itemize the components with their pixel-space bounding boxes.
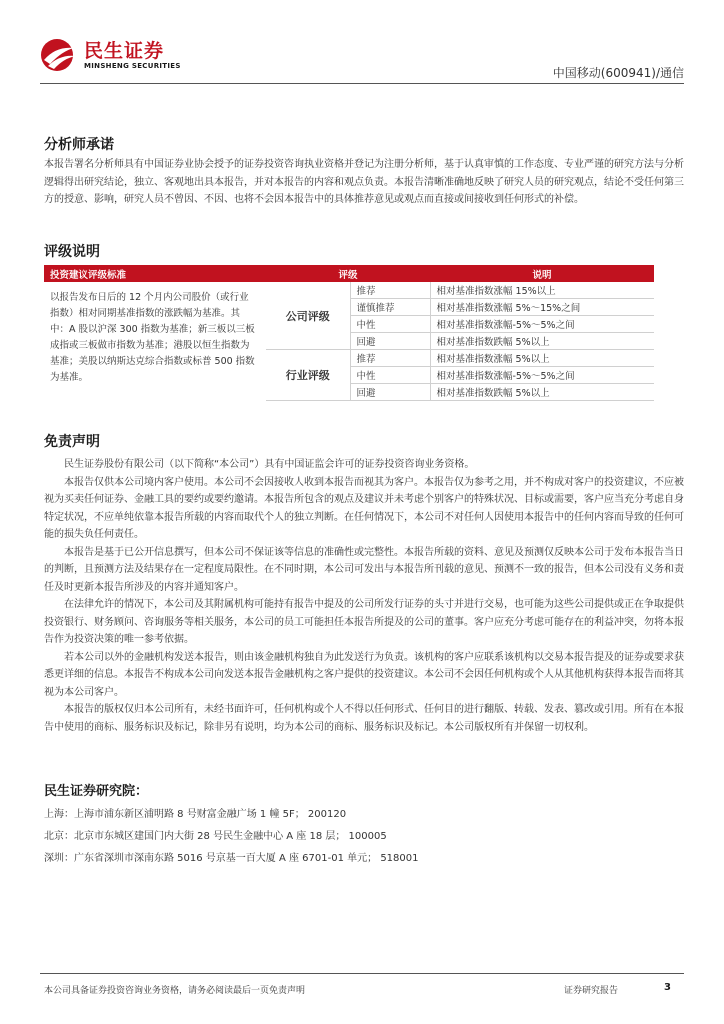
table-row: [44, 282, 654, 299]
disclaimer-paragraph: 本报告仅供本公司境内客户使用。本公司不会因接收人收到本报告而视其为客户。本报告仅为参考之用，并不构成对客户的投资建议，不应被视为买卖任何证券、金融工具的要约或要约邀请。本报告所包含的观点及建议并未考虑个别客户的特殊状况、目标或需要，客户应当充分考虑自身特定状况，不应单纯依靠本报告所载的内容而取代个人的独立判断。在任何情况下，本公司不对任何人因使用本报告中的任何内容而导致的任何可能的损失负任何责任。: [44, 476, 684, 540]
rating-level: 谨慎推荐: [350, 299, 430, 316]
page-number: 3: [664, 982, 671, 993]
rating-level: 中性: [350, 316, 430, 333]
industry-rating-label: 行业评级: [266, 350, 350, 401]
rating-explain: 相对基准指数涨幅-5%～5%之间: [430, 367, 654, 384]
rating-level: 回避: [350, 333, 430, 350]
rating-description: 以报告发布日后的 12 个月内公司股价（或行业指数）相对同期基准指数的涨跌幅为基准。其中：A 股以沪深 300 指数为基准；新三板以三板成指或三板做市指数为基准；港股以恒生指数为基准；美股以纳斯达克综合指数或标普 500 指数为基准。: [50, 292, 255, 383]
rating-level: 回避: [350, 384, 430, 401]
page-header: [40, 38, 684, 80]
rating-explain: 相对基准指数跌幅 5%以上: [430, 384, 654, 401]
logo-chinese-name: 民生证券: [84, 39, 165, 62]
analyst-paragraph: [44, 156, 684, 209]
disclaimer-paragraph: 在法律允许的情况下，本公司及其附属机构可能持有报告中提及的公司所发行证券的头寸并进行交易，也可能为这些公司提供或正在争取提供投资银行、财务顾问、咨询服务等相关服务，本公司的员工可能担任本报告所提及的公司的董事。客户应充分考虑可能存在的利益冲突，勿将本报告作为投资决策的唯一参考依据。: [44, 599, 684, 645]
address-beijing: 北京：北京市东城区建国门内大街 28 号民生金融中心 A 座 18 层； 100005: [44, 831, 387, 842]
company-logo: [40, 38, 181, 72]
stock-label: 中国移动(600941)/通信: [552, 66, 684, 80]
disclaimer-paragraph: 本报告的版权仅归本公司所有，未经书面许可，任何机构或个人不得以任何形式、任何目的进行翻版、转载、发表、篡改或引用。所有在本报告中使用的商标、服务标识及标记，除非另有说明，均为本公司的商标、服务标识及标记。本公司版权所有并保留一切权利。: [44, 704, 684, 733]
footer-divider: [40, 973, 684, 974]
rating-explain: 相对基准指数涨幅 5%～15%之间: [430, 299, 654, 316]
rating-explain: 相对基准指数跌幅 5%以上: [430, 333, 654, 350]
disclaimer-paragraph: 若本公司以外的金融机构发送本报告，则由该金融机构独自为此发送行为负责。该机构的客户应联系该机构以交易本报告提及的证券或要求获悉更详细的信息。本报告不构成本公司向发送本报告金融机构之客户提供的投资建议。本公司不会因任何机构或个人从其他机构获得本报告而将其视为本公司客户。: [44, 651, 684, 698]
header-divider: [40, 83, 684, 84]
analyst-section-title: 分析师承诺: [44, 137, 114, 153]
disclaimer-paragraph: 本报告是基于已公开信息撰写，但本公司不保证该等信息的准确性或完整性。本报告所载的资料、意见及预测仅反映本公司于发布本报告当日的判断，且预测方法及结果存在一定程度局限性。在不同时期，本公司可发出与本报告所刊载的意见、预测不一致的报告，但本公司没有义务和责任及时更新本报告所涉及的内容并通知客户。: [44, 546, 684, 593]
footer-report-type: 证券研究报告: [564, 986, 619, 996]
institute-title: 民生证券研究院：: [44, 784, 149, 799]
header-rating: 评级: [266, 265, 430, 282]
rating-level: 推荐: [350, 282, 430, 299]
rating-explain: 相对基准指数涨幅-5%～5%之间: [430, 316, 654, 333]
header-standard: 投资建议评级标准: [44, 265, 266, 282]
minsheng-logo-icon: [40, 38, 78, 72]
rating-level: 中性: [350, 367, 430, 384]
rating-table-header: [44, 265, 654, 282]
company-rating-label: 公司评级: [266, 282, 350, 350]
disclaimer-section-title: 免责声明: [44, 434, 100, 450]
rating-explain: 相对基准指数涨幅 15%以上: [430, 282, 654, 299]
analyst-text: 本报告署名分析师具有中国证券业协会授予的证券投资咨询执业资格并登记为注册分析师，基于认真审慎的工作态度、专业严谨的研究方法与分析逻辑得出研究结论，独立、客观地出具本报告，并对本报告的内容和观点负责。本报告清晰准确地反映了研究人员的研究观点，结论不受任何第三方的授意、影响，研究人员不曾因、不因、也将不会因本报告中的具体推荐意见或观点而直接或间接收到任何形式的补偿。: [44, 159, 684, 205]
rating-table: [44, 265, 654, 401]
rating-explain: 相对基准指数涨幅 5%以上: [430, 350, 654, 367]
disclaimer-body: [44, 456, 684, 736]
disclaimer-paragraph: 民生证券股份有限公司（以下简称“本公司”）具有中国证监会许可的证券投资咨询业务资格。: [64, 459, 475, 470]
footer-notice: 本公司具备证券投资咨询业务资格，请务必阅读最后一页免责声明: [44, 986, 306, 996]
logo-english-name: MINSHENG SECURITIES: [84, 61, 181, 70]
rating-level: 推荐: [350, 350, 430, 367]
address-shanghai: 上海：上海市浦东新区浦明路 8 号财富金融广场 1 幢 5F； 200120: [44, 809, 347, 820]
address-shenzhen: 深圳：广东省深圳市深南东路 5016 号京基一百大厦 A 座 6701-01 单元； 518001: [44, 853, 419, 864]
rating-section-title: 评级说明: [44, 244, 100, 260]
header-explain: 说明: [430, 265, 654, 282]
